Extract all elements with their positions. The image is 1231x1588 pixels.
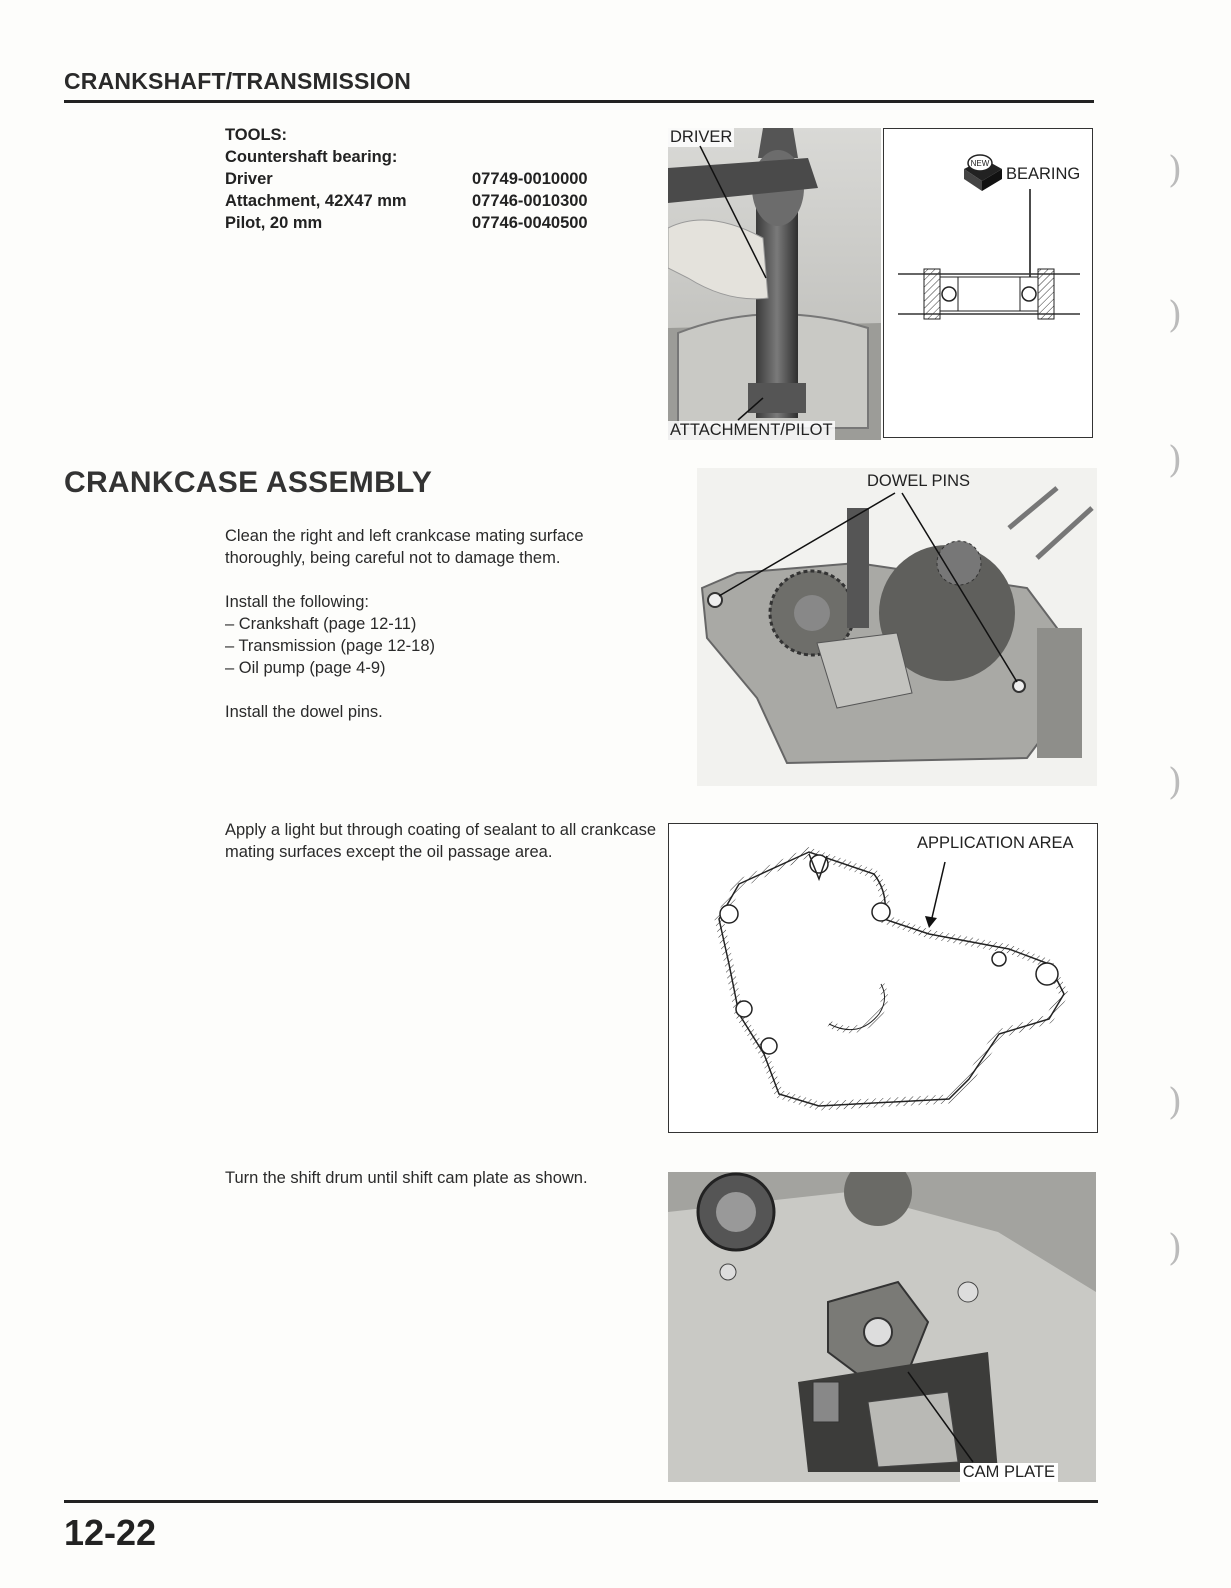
install-intro: Install the following: [225, 593, 369, 611]
section-title: CRANKCASE ASSEMBLY [64, 466, 433, 499]
binder-hole-icon: ) [1168, 150, 1183, 191]
install-item: – Oil pump (page 4-9) [225, 659, 386, 677]
dowel-pins-label: DOWEL PINS [867, 472, 970, 490]
driver-photo [668, 128, 881, 440]
tool-part-number: 07746-0010300 [472, 192, 588, 210]
page-number: 12-22 [64, 1512, 157, 1553]
tool-row [225, 168, 588, 190]
header-rule [64, 100, 1094, 103]
tool-part-number: 07746-0040500 [472, 214, 588, 232]
clean-instruction: Clean the right and left crankcase mating surface thoroughly, being careful not to damage them. [225, 527, 584, 567]
tools-block [225, 124, 588, 234]
dowel-instruction: Install the dowel pins. [225, 703, 383, 721]
cam-plate-label: CAM PLATE [960, 1463, 1058, 1482]
install-item: – Crankshaft (page 12-11) [225, 615, 417, 633]
new-part-icon [964, 155, 1002, 191]
dowel-pins-photo [697, 468, 1097, 786]
page-header-title: CRANKSHAFT/TRANSMISSION [64, 68, 412, 94]
binder-hole-icon: ) [1168, 440, 1183, 481]
bearing-label: BEARING [1006, 165, 1081, 183]
tools-heading: TOOLS: [225, 126, 288, 144]
svg-text:NEW: NEW [970, 159, 990, 168]
tools-subheading: Countershaft bearing: [225, 148, 398, 166]
cam-plate-photo [668, 1172, 1096, 1482]
tool-name: Driver [225, 170, 273, 188]
tool-row [225, 190, 588, 212]
bearing-diagram [883, 128, 1093, 438]
attachment-pilot-label: ATTACHMENT/PILOT [670, 421, 833, 439]
footer-rule [64, 1500, 1098, 1503]
tool-name: Attachment, 42X47 mm [225, 192, 407, 210]
sealant-instruction: Apply a light but through coating of sealant to all crankcase mating surfaces except the oil passage area. [225, 821, 657, 861]
install-list [225, 591, 657, 679]
install-item: – Transmission (page 12-18) [225, 637, 436, 655]
driver-leader-lines [668, 128, 881, 440]
tool-part-number: 07749-0010000 [472, 170, 588, 188]
crankcase-outline-drawing [669, 824, 1097, 1132]
sealant-application-diagram [668, 823, 1098, 1133]
application-area-label: APPLICATION AREA [917, 834, 1074, 852]
driver-label: DRIVER [670, 128, 733, 146]
shift-drum-instruction: Turn the shift drum until shift cam plate as shown. [225, 1169, 588, 1187]
tool-name: Pilot, 20 mm [225, 214, 323, 232]
binder-hole-icon: ) [1168, 1082, 1183, 1123]
tool-row [225, 212, 588, 234]
binder-hole-icon: ) [1168, 295, 1183, 336]
binder-hole-icon: ) [1168, 1228, 1183, 1269]
binder-hole-icon: ) [1168, 762, 1183, 803]
